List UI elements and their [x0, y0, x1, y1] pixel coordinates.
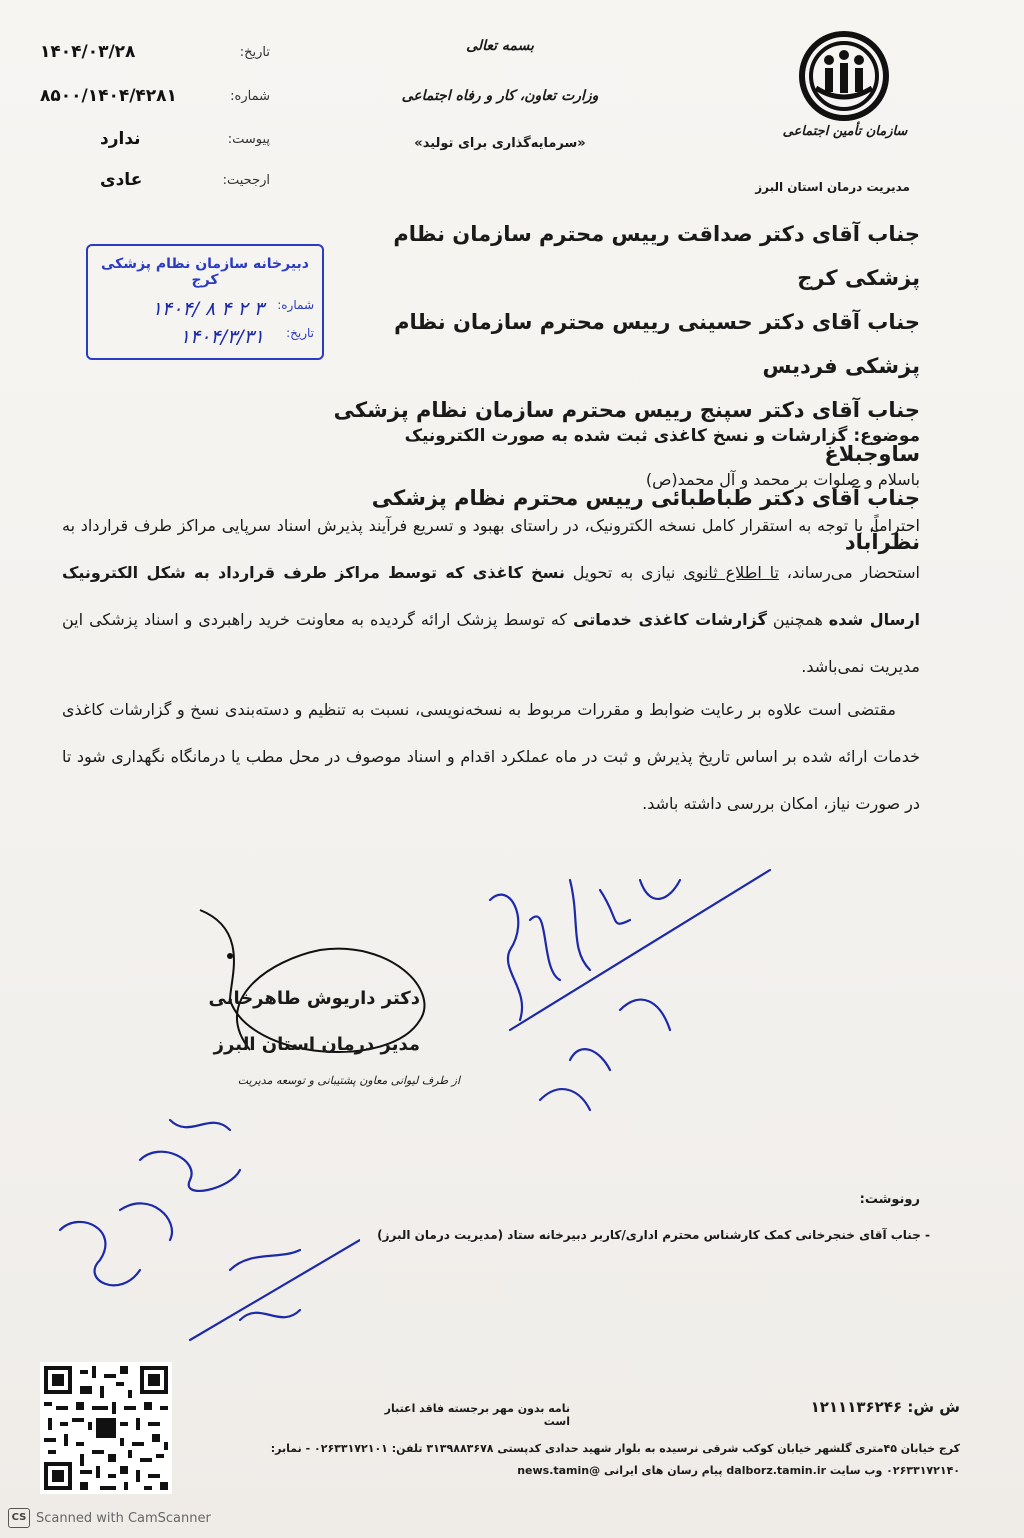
addressee-line: جناب آقای دکتر صداقت رییس محترم سازمان نظام پزشکی کرج	[393, 222, 920, 290]
seal-notice: نامه بدون مهر برجسته فاقد اعتبار است	[384, 1402, 570, 1428]
received-stamp	[86, 244, 324, 360]
cc-label: رونوشت:	[859, 1192, 920, 1207]
number-label: شماره:	[230, 88, 270, 104]
tamin-logo	[798, 30, 890, 122]
meta-block	[40, 30, 270, 200]
address-text: کرج خیابان ۴۵متری گلشهر خیابان کوکب شرقی نرسیده به بلوار شهید حدادی کدپستی ۳۱۳۹۸۸۳۶۷۸ تلفن: ۰۲۶۳۳۱۷۲۱۰۱ - نمابر: ۰۲۶۳۳۱۷۲۱۴۰ وب سایت	[270, 1442, 960, 1477]
ministry-name: وزارت تعاون، کار و رفاه اجتماعی	[401, 88, 599, 104]
p1-text-4: که توسط پزشک ارائه گردیده به معاونت خرید راهبردی و اسناد پزشکی این مدیریت نمی‌باشد.	[62, 610, 920, 676]
p1-text: احتراماً، با توجه به استقرار کامل نسخه الکترونیک، در راستای بهبود و تسریع فرآیند پذیرش اسناد سرپایی مراکز طرف قرارداد به استحضار می‌رساند،	[62, 516, 920, 582]
signer-title: مدیر درمان استان البرز	[213, 1034, 420, 1055]
stamp-number-value: ۳ ۲ ۴ ۸ /۱۴۰۴	[151, 298, 264, 320]
priority-label: ارجحیت:	[222, 172, 270, 188]
attachment-label: پیوست:	[227, 131, 270, 147]
p1-bold-1: نسخ کاغذی که توسط مراکز طرف قرارداد به شکل الکترونیک ارسال شده	[62, 563, 921, 629]
p1-bold-2: گزارشات کاغذی خدماتی	[573, 610, 767, 629]
handwritten-note-left	[40, 1100, 360, 1360]
signer-on-behalf: از طرف لیوانی معاون پشتیبانی و توسعه مدیریت	[237, 1074, 460, 1087]
addressee-line: جناب آقای دکتر طباطبائی رییس محترم نظام پزشکی نظرآباد	[371, 486, 920, 554]
website-link[interactable]: dalborz.tamin.ir	[726, 1464, 827, 1477]
addressee-line: جناب آقای دکتر حسینی رییس محترم سازمان نظام پزشکی فردیس	[394, 310, 920, 378]
tracking-code: ش ش: ۱۲۱۱۱۳۶۲۴۶	[810, 1398, 960, 1416]
camscanner-logo-icon: CS	[8, 1508, 30, 1528]
attachment-value: ندارد	[100, 129, 141, 149]
date-label: تاریخ:	[239, 44, 270, 60]
addressee-line: جناب آقای دکتر سپنج رییس محترم سازمان نظام پزشکی ساوجبلاغ	[333, 398, 920, 466]
qr-code	[40, 1362, 172, 1494]
messenger-text: پیام رسان های ایرانی @news.tamin	[517, 1464, 723, 1477]
body-paragraph-1	[62, 502, 920, 690]
handwritten-note-top	[470, 860, 830, 1120]
body-paragraph-2: مقتضی است علاوه بر رعایت ضوابط و مقررات مربوط به نسخه‌نویسی، نسبت به تنظیم و دسته‌بندی نسخ و گزارشات کاغذی خدمات ارائه شده بر اساس تاریخ پذیرش و ثبت در ماه عملکرد اقدام و اسناد موصوف در محل مطب یا درمانگاه نگهداری شود تا در صورت نیاز، امکان بررسی داشته باشد.	[62, 700, 920, 813]
footer-address	[200, 1438, 960, 1482]
org-name: سازمان تأمین اجتماعی	[782, 124, 908, 139]
salutation: باسلام و صلوات بر محمد و آل محمد(ص)	[645, 470, 920, 489]
cc-item: - جناب آقای خنجرخانی کمک کارشناس محترم اداری/کاربر دبیرخانه ستاد (مدیریت درمان البرز)	[377, 1228, 930, 1242]
subject-line: موضوع: گزارشات و نسخ کاغذی ثبت شده به صورت الکترونیک	[404, 426, 920, 446]
number-value: ۸۵۰۰/۱۴۰۴/۴۲۸۱	[40, 86, 177, 106]
basmala: بسمه تعالی	[466, 38, 534, 54]
camscanner-watermark	[8, 1508, 211, 1528]
signer-name: دکتر داریوش طاهرخانی	[208, 988, 420, 1009]
p1-text-3: همچنین	[766, 610, 829, 629]
department-name: مدیریت درمان استان البرز	[755, 180, 910, 194]
handwritten-note-top-text	[500, 1000, 506, 1001]
date-value: ۱۴۰۴/۰۳/۲۸	[40, 42, 136, 62]
slogan: «سرمایه‌گذاری برای تولید»	[414, 136, 586, 151]
camscanner-text: Scanned with CamScanner	[36, 1510, 211, 1526]
stamp-date-label: تاریخ:	[286, 326, 314, 340]
stamp-date-value: ۱۴۰۴/۳/۳۱	[179, 326, 264, 348]
p1-text-2: نیازی به تحویل	[564, 563, 684, 582]
handwritten-note-left-text	[60, 1200, 66, 1201]
priority-value: عادی	[100, 170, 143, 190]
stamp-title: دبیرخانه سازمان نظام پزشکی کرج	[101, 256, 309, 288]
p1-underlined: تا اطلاع ثانوی	[683, 563, 779, 582]
stamp-number-label: شماره:	[277, 298, 314, 312]
